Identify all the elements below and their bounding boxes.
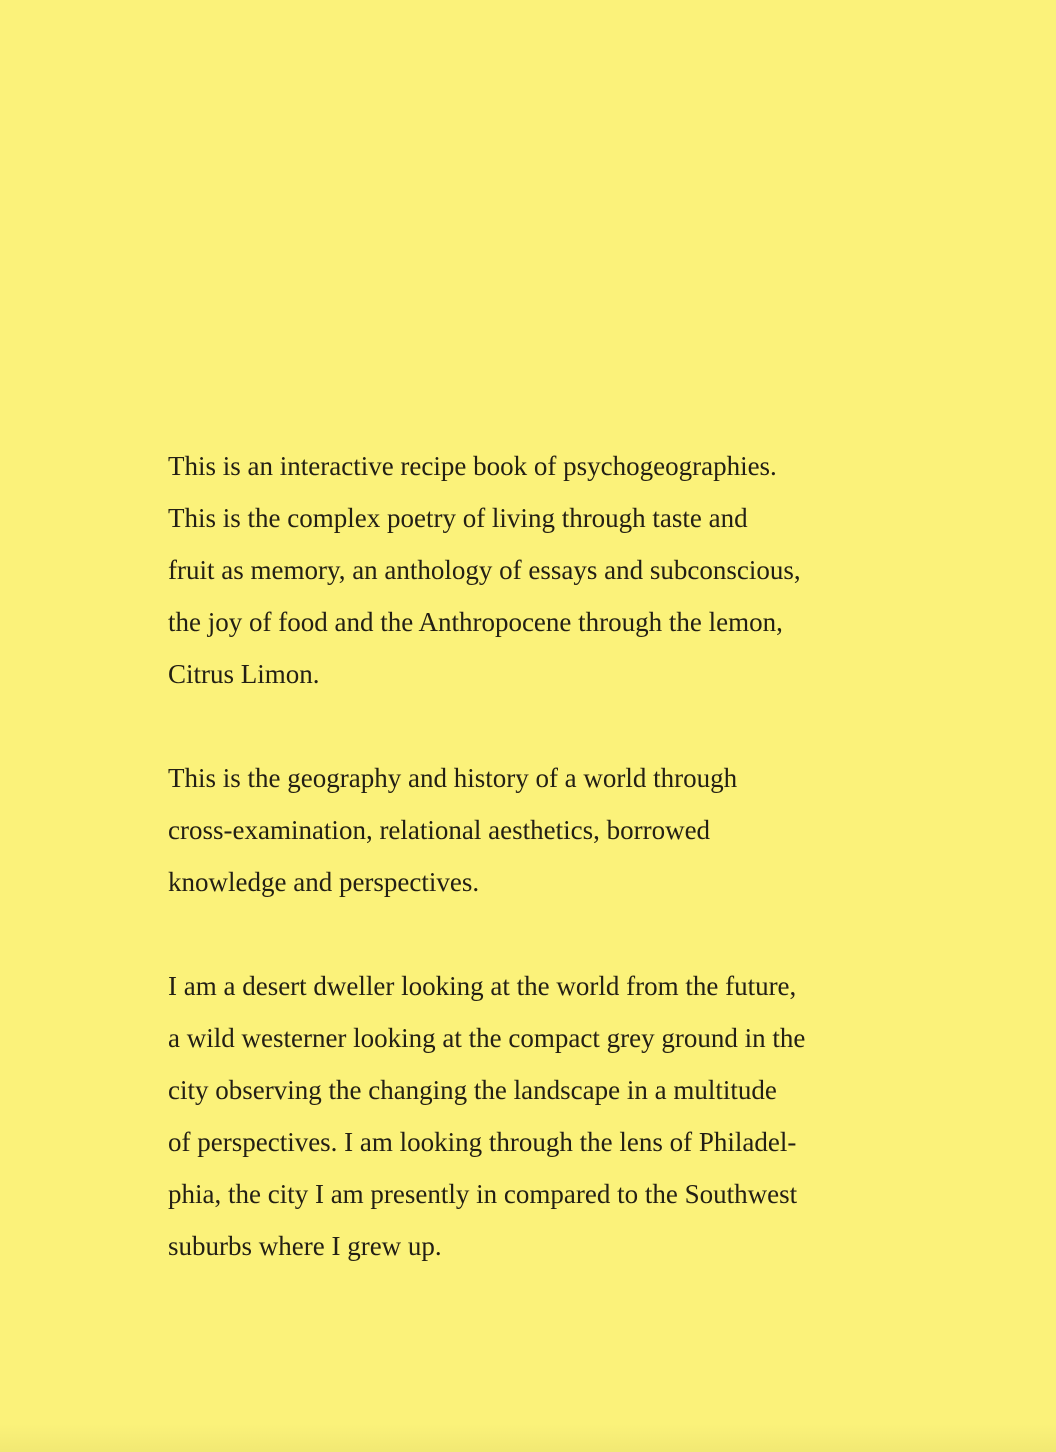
text-line: phia, the city I am presently in compared to the Southwest <box>168 1179 798 1209</box>
body-text <box>168 440 928 1272</box>
text-line: suburbs where I grew up. <box>168 1231 442 1261</box>
text-line: fruit as memory, an anthology of essays and subconscious, <box>168 555 801 585</box>
text-line: a wild westerner looking at the compact grey ground in the <box>168 1023 806 1053</box>
text-line: I am a desert dweller looking at the world from the future, <box>168 971 797 1001</box>
text-line: knowledge and perspectives. <box>168 867 480 897</box>
text-line: the joy of food and the Anthropocene through the lemon, <box>168 607 783 637</box>
text-line: city observing the changing the landscape in a multitude <box>168 1075 777 1105</box>
paragraph-intro <box>168 440 928 700</box>
page-bottom-shade <box>0 1424 1056 1452</box>
text-line: This is the complex poetry of living through taste and <box>168 503 748 533</box>
text-line: This is an interactive recipe book of psychogeographies. <box>168 451 777 481</box>
paragraph-geography <box>168 752 928 908</box>
text-line: of perspectives. I am looking through the lens of Philadel- <box>168 1127 797 1157</box>
text-line: cross-examination, relational aesthetics, borrowed <box>168 815 711 845</box>
paragraph-desert-dweller <box>168 960 928 1272</box>
text-line: Citrus Limon. <box>168 659 320 689</box>
text-line: This is the geography and history of a world through <box>168 763 738 793</box>
